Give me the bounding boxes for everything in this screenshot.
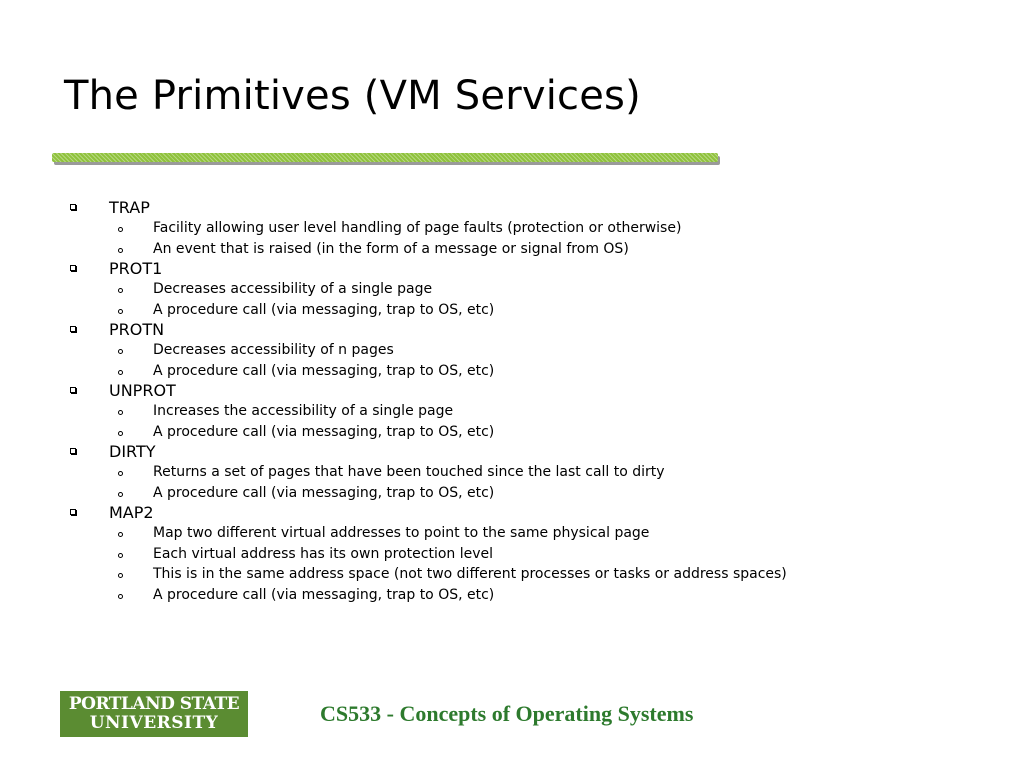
square-bullet-icon [70, 448, 76, 454]
bullet-heading [0, 381, 1024, 401]
sub-bullet-item [0, 361, 1024, 382]
circle-bullet-icon [118, 553, 123, 558]
sub-bullet-text: Decreases accessibility of n pages [153, 342, 394, 358]
circle-bullet-icon [118, 594, 123, 599]
logo-line-1: PORTLAND STATE [68, 694, 240, 714]
sub-bullet-text: A procedure call (via messaging, trap to OS, etc) [153, 586, 495, 603]
bullet-group [0, 442, 1024, 503]
bullet-heading [0, 442, 1024, 462]
bullet-group [0, 503, 1024, 605]
sub-bullet-item [0, 218, 1024, 239]
sub-bullet-text: Returns a set of pages that have been touched since the last call to dirty [153, 464, 665, 480]
bullet-heading-label: UNPROT [109, 381, 176, 400]
sub-bullet-list [0, 218, 1024, 259]
sub-bullet-text: An event that is raised (in the form of a message or signal from OS) [153, 240, 629, 257]
sub-bullet-text: Facility allowing user level handling of page faults (protection or otherwise) [153, 220, 682, 236]
sub-bullet-text: A procedure call (via messaging, trap to OS, etc) [153, 423, 495, 440]
square-bullet-icon [70, 509, 76, 515]
sub-bullet-text: This is in the same address space (not two different processes or tasks or address spaces) [153, 566, 787, 582]
sub-bullet-item [0, 585, 1024, 606]
sub-bullet-item [0, 462, 1024, 483]
bullet-group [0, 320, 1024, 381]
square-bullet-icon [70, 265, 76, 271]
circle-bullet-icon [118, 288, 123, 293]
bullet-heading-label: PROTN [109, 320, 165, 339]
circle-bullet-icon [118, 410, 123, 415]
bullet-heading-label: TRAP [109, 198, 150, 217]
circle-bullet-icon [118, 227, 123, 232]
circle-bullet-icon [118, 532, 123, 537]
bullet-heading [0, 320, 1024, 340]
sub-bullet-text: A procedure call (via messaging, trap to OS, etc) [153, 484, 495, 501]
slide-title: The Primitives (VM Services) [64, 73, 641, 119]
sub-bullet-item [0, 279, 1024, 300]
circle-bullet-icon [118, 471, 123, 476]
square-bullet-icon [70, 326, 76, 332]
sub-bullet-item [0, 544, 1024, 565]
circle-bullet-icon [118, 370, 123, 375]
sub-bullet-item [0, 523, 1024, 544]
bullet-group [0, 381, 1024, 442]
bullet-heading [0, 503, 1024, 523]
sub-bullet-item [0, 401, 1024, 422]
square-bullet-icon [70, 387, 76, 393]
square-bullet-icon [70, 204, 76, 210]
bullet-group [0, 259, 1024, 320]
university-logo [60, 691, 248, 737]
sub-bullet-list [0, 401, 1024, 442]
sub-bullet-item [0, 239, 1024, 260]
sub-bullet-text: A procedure call (via messaging, trap to OS, etc) [153, 301, 495, 318]
logo-line-2: UNIVERSITY [89, 713, 219, 733]
sub-bullet-item [0, 422, 1024, 443]
sub-bullet-text: Increases the accessibility of a single page [153, 403, 454, 419]
bullet-heading-label: PROT1 [109, 259, 163, 278]
bullet-group [0, 198, 1024, 259]
sub-bullet-list [0, 279, 1024, 320]
sub-bullet-text: Decreases accessibility of a single page [153, 281, 433, 297]
sub-bullet-item [0, 483, 1024, 504]
circle-bullet-icon [118, 431, 123, 436]
course-footer: CS533 - Concepts of Operating Systems [320, 701, 694, 726]
bullet-heading [0, 259, 1024, 279]
circle-bullet-icon [118, 248, 123, 253]
sub-bullet-list [0, 462, 1024, 503]
sub-bullet-item [0, 300, 1024, 321]
sub-bullet-text: A procedure call (via messaging, trap to OS, etc) [153, 362, 495, 379]
bullet-heading [0, 198, 1024, 218]
sub-bullet-item [0, 564, 1024, 585]
sub-bullet-list [0, 340, 1024, 381]
sub-bullet-list [0, 523, 1024, 605]
bullet-heading-label: DIRTY [109, 442, 156, 461]
bullet-heading-label: MAP2 [109, 503, 154, 522]
sub-bullet-text: Each virtual address has its own protection level [153, 545, 494, 562]
sub-bullet-item [0, 340, 1024, 361]
circle-bullet-icon [118, 492, 123, 497]
bullet-list [0, 198, 1024, 605]
sub-bullet-text: Map two different virtual addresses to point to the same physical page [153, 525, 650, 541]
circle-bullet-icon [118, 309, 123, 314]
title-divider [52, 153, 718, 162]
circle-bullet-icon [118, 349, 123, 354]
circle-bullet-icon [118, 573, 123, 578]
